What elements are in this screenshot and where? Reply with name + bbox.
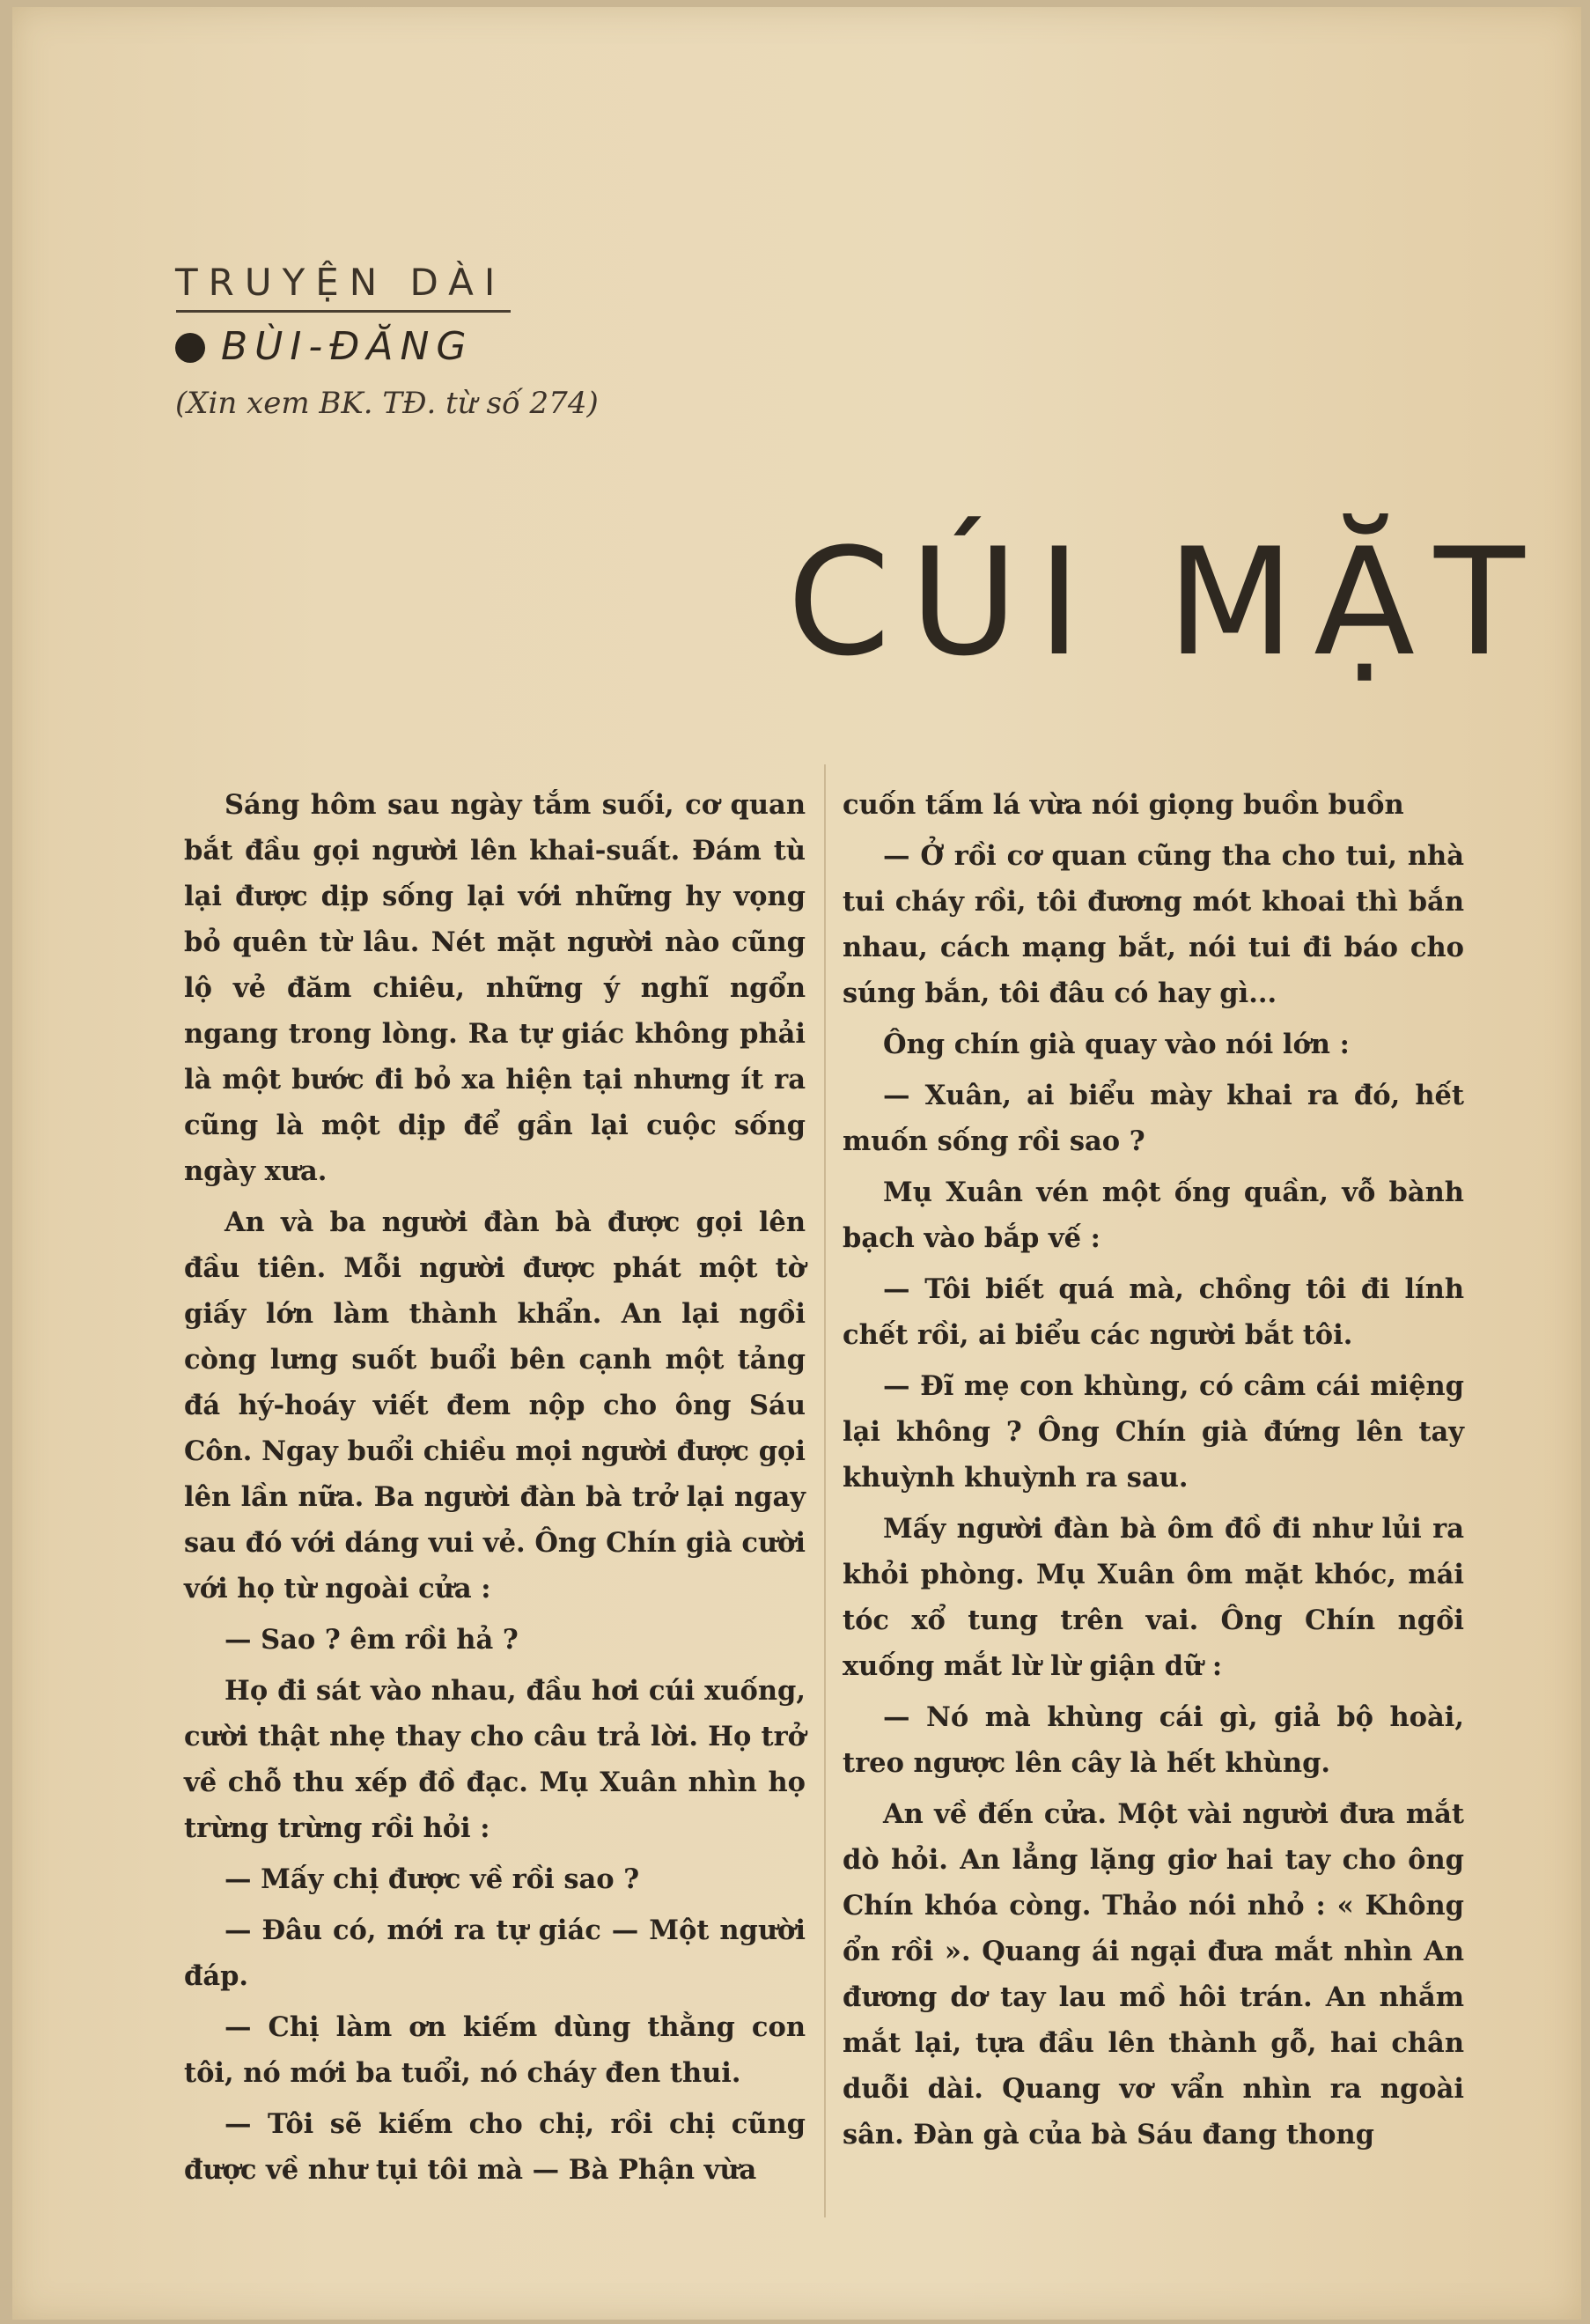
paragraph: — Xuân, ai biểu mày khai ra đó, hết muốn sống rồi sao ? [843,1080,1464,1157]
paragraph: cuốn tấm lá vừa nói giọng buồn buồn [843,789,1404,821]
paragraph: — Ở rồi cơ quan cũng tha cho tui, nhà tui cháy rồi, tôi đương mót khoai thì bắn nhau, cách mạng bắt, nói tui đi báo cho súng bắn, tôi đâu có hay gì... [843,840,1464,1009]
continuation-note: (Xin xem BK. TĐ. từ số 274) [175,386,599,421]
paragraph: — Sao ? êm rồi hả ? [225,1624,519,1656]
right-column [843,782,1464,2163]
paragraph: An và ba người đàn bà được gọi lên đầu tiên. Mỗi người được phát một tờ giấy lớn làm thành khẩn. An lại ngồi còng lưng suốt buổi bên cạnh một tảng đá hý-hoáy viết đem nộp cho ông Sáu Côn. Ngay buổi chiều mọi người được gọi lên lần nữa. Ba người đàn bà trở lại ngay sau đó với dáng vui vẻ. Ông Chín già cười với họ từ ngoài cửa : [184,1206,806,1605]
left-column [184,782,806,2198]
paragraph: Sáng hôm sau ngày tắm suối, cơ quan bắt đầu gọi người lên khai-suất. Đám tù lại được dịp sống lại với những hy vọng bỏ quên từ lâu. Nét mặt người nào cũng lộ vẻ đăm chiêu, những ý nghĩ ngổn ngang trong lòng. Ra tự giác không phải là một bước đi bỏ xa hiện tại nhưng ít ra cũng là một dịp để gần lại cuộc sống ngày xưa. [184,789,806,1187]
paragraph: — Chị làm ơn kiếm dùng thằng con tôi, nó mới ba tuổi, nó cháy đen thui. [184,2011,806,2089]
header-rule [176,310,511,313]
paragraph: — Đĩ mẹ con khùng, có câm cái miệng lại không ? Ông Chín già đứng lên tay khuỳnh khuỳnh ra sau. [843,1370,1464,1494]
paragraph: Ông chín già quay vào nói lớn : [883,1029,1350,1060]
bullet-icon [175,333,205,363]
paragraph: — Tôi sẽ kiếm cho chị, rồi chị cũng được về như tụi tôi mà — Bà Phận vừa [184,2108,806,2186]
paragraph: An về đến cửa. Một vài người đưa mắt dò hỏi. An lẳng lặng giơ hai tay cho ông Chín khóa còng. Thảo nói nhỏ : « Không ổn rồi ». Quang ái ngại đưa mắt nhìn An đương dơ tay lau mồ hôi trán. An nhắm mắt lại, tựa đầu lên thành gỗ, hai chân duỗi dài. Quang vơ vẩn nhìn ra ngoài sân. Đàn gà của bà Sáu đang thong [843,1798,1464,2151]
story-title: CÚI MẶT [787,516,1544,689]
paragraph: — Nó mà khùng cái gì, giả bộ hoài, treo ngược lên cây là hết khùng. [843,1701,1464,1779]
paragraph: Họ đi sát vào nhau, đầu hơi cúi xuống, cười thật nhẹ thay cho câu trả lời. Họ trở về chỗ thu xếp đồ đạc. Mụ Xuân nhìn họ trừng trừng rồi hỏi : [184,1675,806,1844]
author-name: BÙI-ĐĂNG [221,324,474,369]
paragraph: Mụ Xuân vén một ống quần, vỗ bành bạch vào bắp vế : [843,1177,1464,1254]
paragraph: — Tôi biết quá mà, chồng tôi đi lính chết rồi, ai biểu các người bắt tôi. [843,1273,1464,1351]
column-divider [824,764,826,2217]
series-label: TRUYỆN DÀI [175,261,506,304]
magazine-page [12,7,1581,2320]
paragraph: Mấy người đàn bà ôm đồ đi như lủi ra khỏi phòng. Mụ Xuân ôm mặt khóc, mái tóc xổ tung trên vai. Ông Chín ngồi xuống mắt lừ lừ giận dữ : [843,1513,1464,1682]
paragraph: — Đâu có, mới ra tự giác — Một người đáp. [184,1915,806,1992]
paragraph: — Mấy chị được về rồi sao ? [225,1863,640,1895]
author-line [175,324,473,369]
